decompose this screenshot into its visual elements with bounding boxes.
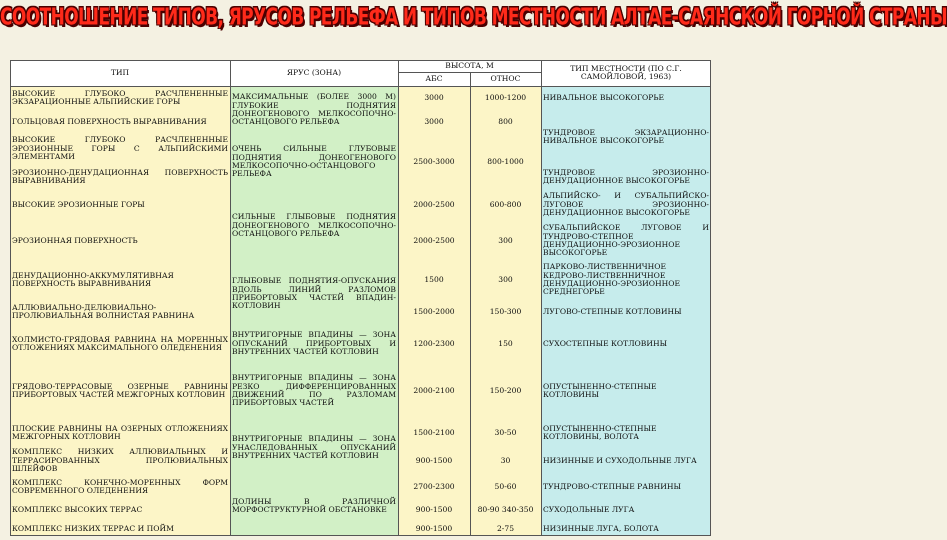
grid-line [470,72,471,536]
tier-cell: ОЧЕНЬ СИЛЬНЫЕ ГЛУБОВЫЕ ПОДНЯТИЯ ДОНЕОГЕНОВОГО МЕЛКОСОПОЧНО-ОСТАНЦОВОГО РЕЛЬЕФА [230,134,398,190]
grid-line [398,60,399,536]
type-cell: КОМПЛЕКС НИЗКИХ АЛЛЮВИАЛЬНЫХ И ТЕРРАСИРОВАННЫХ ПРОЛЮВИАЛЬНЫХ ШЛЕЙФОВ [10,446,230,476]
tier-cell: ВНУТРИГОРНЫЕ ВПАДИНЫ — ЗОНА ОПУСКАНИЙ ПРИБОРТОВЫХ И ВНУТРЕННИХ ЧАСТЕЙ КОТЛОВИН [230,326,398,362]
type-cell: ГРЯДОВО-ТЕРРАСОВЫЕ ОЗЕРНЫЕ РАВНИНЫ ПРИБОРТОВЫХ ЧАСТЕЙ МЕЖГОРНЫХ КОТЛОВИН [10,362,230,420]
rel-cell: 800 [470,110,541,134]
grid-line [710,60,711,536]
abs-cell: 2700-2300 [398,476,470,498]
type-cell: КОМПЛЕКС НИЗКИХ ТЕРРАС И ПОЙМ [10,522,230,536]
grid-line [10,86,711,87]
terrain-cell: СУХОСТЕПНЫЕ КОТЛОВИНЫ [541,326,711,362]
rel-cell: 1000-1200 [470,86,541,110]
grid-line [10,60,711,61]
rel-cell: 150-200 [470,362,541,420]
terrain-cell: СУХОДОЛЬНЫЕ ЛУГА [541,498,711,522]
header-height: ВЫСОТА, М [398,60,541,72]
type-cell: ВЫСОКИЕ ГЛУБОКО РАСЧЛЕНЕННЫЕ ЭКЗАРАЦИОННЫЕ АЛЬПИЙСКИЕ ГОРЫ [10,86,230,110]
type-cell: ЭРОЗИОННО-ДЕНУДАЦИОННАЯ ПОВЕРХНОСТЬ ВЫРАВНИВАНИЯ [10,164,230,190]
terrain-cell: НИЗИННЫЕ И СУХОДОЛЬНЫЕ ЛУГА [541,446,711,476]
type-cell: ЭРОЗИОННАЯ ПОВЕРХНОСТЬ [10,220,230,262]
type-cell: ВЫСОКИЕ ГЛУБОКО РАСЧЛЕНЕННЫЕ ЭРОЗИОННЫЕ ГОРЫ С АЛЬПИЙСКИМИ ЭЛЕМЕНТАМИ [10,134,230,164]
type-cell: АЛЛЮВИАЛЬНО-ДЕЛЮВИАЛЬНО-ПРОЛЮВИАЛЬНАЯ ВОЛНИСТАЯ РАВНИНА [10,298,230,326]
abs-cell: 3000 [398,110,470,134]
abs-cell: 1200-2300 [398,326,470,362]
type-cell: ПЛОСКИЕ РАВНИНЫ НА ОЗЕРНЫХ ОТЛОЖЕНИЯХ МЕЖГОРНЫХ КОТЛОВИН [10,420,230,446]
abs-cell: 3000 [398,86,470,110]
terrain-cell: ЛУГОВО-СТЕПНЫЕ КОТЛОВИНЫ [541,298,711,326]
terrain-cell: НИВАЛЬНОЕ ВЫСОКОГОРЬЕ [541,86,711,110]
rel-cell: 2-75 [470,522,541,536]
tier-cell: МАКСИМАЛЬНЫЕ (БОЛЕЕ 3000 М) ГЛУБОКИЕ ПОДНЯТИЯ ДОНЕОГЕНОВОГО МЕЛКОСОПОЧНО-ОСТАНЦОВОГО РЕЛЬЕФА [230,86,398,134]
rel-cell: 50-60 [470,476,541,498]
tier-cell: ДОЛИНЫ В РАЗЛИЧНОЙ МОРФОСТРУКТУРНОЙ ОБСТАНОВКЕ [230,476,398,536]
tier-cell: СИЛЬНЫЕ ГЛЫБОВЫЕ ПОДНЯТИЯ ДОНЕОГЕНОВОГО МЕЛКОСОПОЧНО-ОСТАНЦОВОГО РЕЛЬЕФА [230,190,398,262]
tier-cell: ВНУТРИГОРНЫЕ ВПАДИНЫ — ЗОНА РЕЗКО ДИФФЕРЕНЦИРОВАННЫХ ДВИЖЕНИЙ ПО РАЗЛОМАМ ПРИБОРТОВЫХ ЧАСТЕЙ [230,362,398,420]
type-cell: КОМПЛЕКС КОНЕЧНО-МОРЕННЫХ ФОРМ СОВРЕМЕННОГО ОЛЕДЕНЕНИЯ [10,476,230,498]
grid-line [541,60,542,536]
header-tier: ЯРУС (ЗОНА) [230,60,398,86]
rel-cell: 30-50 [470,420,541,446]
rel-cell: 80-90 340-350 [470,498,541,522]
grid-line [10,535,711,536]
rel-cell: 150-300 [470,298,541,326]
rel-cell: 300 [470,262,541,298]
abs-cell: 1500-2100 [398,420,470,446]
rel-cell: 30 [470,446,541,476]
terrain-cell: ОПУСТЫНЕННО-СТЕПНЫЕ КОТЛОВИНЫ [541,362,711,420]
rel-cell: 800-1000 [470,134,541,190]
abs-cell: 900-1500 [398,446,470,476]
rel-cell: 600-800 [470,190,541,220]
terrain-cell: ТУНДРОВО-СТЕПНЫЕ РАВНИНЫ [541,476,711,498]
terrain-cell: АЛЬПИЙСКО- И СУБАЛЬПИЙСКО-ЛУГОВОЕ ЭРОЗИОННО-ДЕНУДАЦИОННОЕ ВЫСОКОГОРЬЕ [541,190,711,220]
rel-cell: 300 [470,220,541,262]
header-terrain: ТИП МЕСТНОСТИ (ПО С.Г. САМОЙЛОВОЙ, 1963) [541,60,711,86]
tier-cell: ВНУТРИГОРНЫЕ ВПАДИНЫ — ЗОНА УНАСЛЕДОВАННЫХ ОПУСКАНИЙ ВНУТРЕННИХ ЧАСТЕЙ КОТЛОВИН [230,420,398,476]
abs-cell: 1500 [398,262,470,298]
terrain-cell: СУБАЛЬПИЙСКОЕ ЛУГОВОЕ И ТУНДРОВО-СТЕПНОЕ ДЕНУДАЦИОННО-ЭРОЗИОННОЕ ВЫСОКОГОРЬЕ [541,220,711,262]
tier-cell: ГЛЫБОВЫЕ ПОДНЯТИЯ-ОПУСКАНИЯ ВДОЛЬ ЛИНИЙ РАЗЛОМОВ ПРИБОРТОВЫХ ЧАСТЕЙ ВПАДИН-КОТЛОВИН [230,262,398,326]
type-cell: ХОЛМИСТО-ГРЯДОВАЯ РАВНИНА НА МОРЕННЫХ ОТЛОЖЕНИЯХ МАКСИМАЛЬНОГО ОЛЕДЕНЕНИЯ [10,326,230,362]
page-title: СООТНОШЕНИЕ ТИПОВ, ЯРУСОВ РЕЛЬЕФА И ТИПОВ МЕСТНОСТИ АЛТАЕ-САЯНСКОЙ ГОРНОЙ СТРАНЫ [0,4,947,31]
grid-line [230,60,231,536]
terrain-cell: ОПУСТЫНЕННО-СТЕПНЫЕ КОТЛОВИНЫ, ВОЛОТА [541,420,711,446]
abs-cell: 2500-3000 [398,134,470,190]
terrain-cell: ПАРКОВО-ЛИСТВЕННИЧНОЕ КЕДРОВО-ЛИСТВЕННИЧНОЕ ДЕНУДАЦИОННО-ЭРОЗИОННОЕ СРЕДНЕГОРЬЕ [541,262,711,298]
header-rel: ОТНОС [470,72,541,86]
abs-cell: 900-1500 [398,522,470,536]
type-cell: КОМПЛЕКС ВЫСОКИХ ТЕРРАС [10,498,230,522]
terrain-cell: НИЗИННЫЕ ЛУГА, БОЛОТА [541,522,711,536]
header-type: ТИП [10,60,230,86]
type-cell: ГОЛЬЦОВАЯ ПОВЕРХНОСТЬ ВЫРАВНИВАНИЯ [10,110,230,134]
abs-cell: 2000-2500 [398,190,470,220]
rel-cell: 150 [470,326,541,362]
abs-cell: 900-1500 [398,498,470,522]
abs-cell: 2000-2100 [398,362,470,420]
abs-cell: 1500-2000 [398,298,470,326]
type-cell: ДЕНУДАЦИОННО-АККУМУЛЯТИВНАЯ ПОВЕРХНОСТЬ ВЫРАВНИВАНИЯ [10,262,230,298]
terrain-cell: ТУНДРОВОЕ ЭРОЗИОННО-ДЕНУДАЦИОННОЕ ВЫСОКОГОРЬЕ [541,164,711,190]
header-abs: АБС [398,72,470,86]
abs-cell: 2000-2500 [398,220,470,262]
grid-line [10,60,11,536]
terrain-cell: ТУНДРОВОЕ ЭКЗАРАЦИОННО-НИВАЛЬНОЕ ВЫСОКОГОРЬЕ [541,110,711,164]
type-cell: ВЫСОКИЕ ЭРОЗИОННЫЕ ГОРЫ [10,190,230,220]
